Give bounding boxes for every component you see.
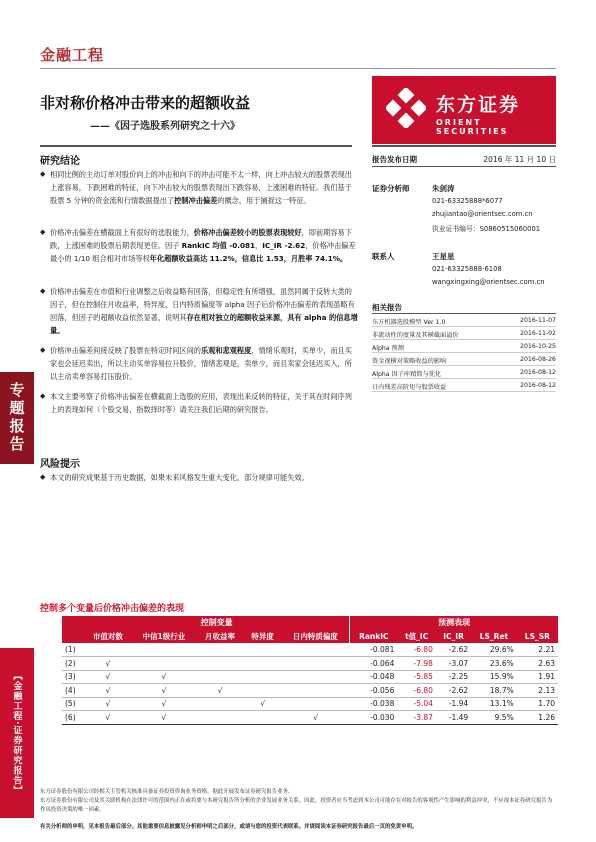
check-cell [244,643,282,657]
perf-header: RankIC [350,630,398,644]
row-label: (2) [62,657,84,671]
disclaimer-2: 东方证券股份有限公司及其关联机构在法律许可的范围内正在或将要与本研究报告所分析的企业发展业务关系。因此，投资者应当考虑到本公司可能存在对报告的客观性产生影响的利益冲突，不应视本证券研究报告为作出投资决策的唯一因素。 [40,798,553,813]
check-cell: √ [84,711,132,725]
check-cell [244,657,282,671]
related-report-item[interactable] [372,380,556,392]
value-cell: 2.13 [517,684,558,698]
disclaimer-1: 东方证券股份有限公司经相关主管机关核准具备证券投资咨询业务资格，据此开展发布证券研究报告业务。 [40,789,294,795]
bullet-paragraph [40,471,358,484]
value-cell: -6.80 [397,684,436,698]
control-header: 特异度 [244,630,282,644]
side-tab [0,372,34,464]
table-row [62,657,558,671]
check-cell [196,711,244,725]
value-cell: -2.62 [436,684,471,698]
table-row [62,697,558,711]
section-tag: 金融工程 [40,46,105,64]
check-cell [196,657,244,671]
bullet-icon: ◆ [40,287,46,295]
check-cell [282,657,350,671]
related-report-name: Alpha 因子库精简与优化 [372,371,442,378]
check-cell [282,643,350,657]
left-column-divider [40,145,352,147]
emphasis-text: 存在相对独立的超额收益来源，具有 alpha 的信息增量。 [50,313,358,335]
paragraph-text: ，价格冲击偏差最小的 1/10 组合相对市场等权 [50,241,356,263]
value-cell: 2.63 [517,657,558,671]
bullet-icon: ◆ [40,392,46,400]
check-cell [132,643,197,657]
check-cell [84,643,132,657]
group-perf: 预测表现 [350,616,558,630]
value-cell: 13.1% [471,697,517,711]
value-cell: -1.94 [436,697,471,711]
check-cell: √ [132,684,197,698]
related-report-item[interactable] [372,341,556,353]
check-cell [196,643,244,657]
bullet-icon: ◆ [40,170,46,178]
date-value: 2016 年 11 月 10 日 [483,155,556,164]
value-cell: 15.9% [471,670,517,684]
value-cell: -0.048 [350,670,398,684]
contact-label: 联系人 [372,252,395,261]
value-cell: -2.62 [436,643,471,657]
risk-heading: 风险提示 [40,459,80,470]
check-cell [132,657,197,671]
analyst-label: 证券分析师 [372,184,410,193]
check-cell: √ [84,657,132,671]
check-cell: √ [132,670,197,684]
check-cell: √ [132,711,197,725]
logo-name-en: ORIENT SECURITIES [436,118,509,136]
value-cell: -0.030 [350,711,398,725]
emphasis-text: RankIC 均值 -0.081 [181,241,256,250]
related-report-name: Alpha 预测 [372,345,404,352]
analyst-email[interactable]: zhujiantao@orientsec.com.cn [432,210,533,218]
contact-name: 王星星 [432,252,455,261]
row-label: (4) [62,684,84,698]
value-cell: 29.6% [471,643,517,657]
table-row [62,670,558,684]
emphasis-text: 控制冲击偏差 [174,196,218,205]
table-row [62,711,558,725]
check-cell: √ [132,697,197,711]
row-label: (5) [62,697,84,711]
table-corner [62,616,84,630]
value-cell: -7.98 [397,657,436,671]
row-label: (3) [62,670,84,684]
related-report-name: 资金视横对策略收益的影响 [372,358,447,365]
logo-name-cn: 东方证券 [436,94,521,116]
logo-mark-icon [386,88,426,128]
paragraph-text: 相同比例的主动订单对股价向上的冲击和向下的冲击可能不太一样，向上冲击较大的股票表现出上涨容易，下跌困难的特征，向下冲击较大的股票表现出下跌容易，上涨困难的特征。我们基于股票 5 分钟的资金流和行情数据提出了 [50,170,352,205]
company-logo [372,76,556,144]
check-cell [282,670,350,684]
bullet-paragraph [40,168,358,207]
check-cell [244,670,282,684]
paragraph-text: 本文主要考察了价格冲击偏差在横截面上选股的应用，表现出来反转的特征，关于其在时间序列上的表现如何（个股交易，指数择时等）请关注我们后期的研究报告。 [50,392,352,414]
paragraph-text: ， [255,241,263,250]
related-report-date: 2016-08-12 [520,369,556,376]
table-title: 控制多个变量后价格冲击偏差的表现 [40,604,185,614]
control-header: 日内特质偏度 [282,630,350,644]
value-cell: 1.26 [517,711,558,725]
paragraph-text: 的概念，用于捕捉这一特征。 [217,196,311,205]
paragraph-text: 本文的研究成果基于历史数据，如果未来风格发生重大变化，部分规律可能失效。 [50,473,309,482]
value-cell: -3.87 [397,711,436,725]
analyst-phone: 021-63325888*6077 [432,197,503,205]
related-report-item[interactable] [372,354,556,366]
value-cell: 18.7% [471,684,517,698]
paragraph-text: ，情绪乐观时，买单少，而且买家也会延迟卖出，所以主动买单容易拉升股价，情绪悲观是，卖单少，而且卖家会延迟买入，所以主动卖单容易打压股价。 [50,346,352,381]
paragraph-text: 价格冲击偏差在横截面上有很好的选股能力， [50,228,194,237]
related-report-item[interactable] [372,315,556,327]
table-corner-2 [62,630,84,644]
related-report-item[interactable] [372,328,556,340]
related-report-date: 2016-08-26 [520,356,556,363]
disclaimer-3: 有关分析师的申明，见本报告最后部分。其他重要信息披露见分析师申明之后部分，或请与您的投资代表联系。并请阅读本证券研究报告最后一页的免责申明。 [40,824,418,830]
check-cell [282,697,350,711]
check-cell [282,684,350,698]
perf-header: LS_SR [517,630,558,644]
related-divider [372,313,556,314]
perf-header: IC_IR [436,630,471,644]
analyst-cert: 执业证书编号：S0860515060001 [432,225,541,233]
analyst-name: 朱剑涛 [432,184,455,193]
value-cell: -5.85 [397,670,436,684]
emphasis-text: IC_IR -2.62 [262,241,306,250]
bullet-paragraph [40,285,358,337]
group-control: 控制变量 [84,616,350,630]
report-title: 非对称价格冲击带来的超额收益 [40,94,251,112]
check-cell [196,670,244,684]
perf-header: LS_Ret [471,630,517,644]
emphasis-text: 价格冲击偏差较小的股票表现较好 [193,228,302,237]
check-cell: √ [244,697,282,711]
control-header: 月收益率 [196,630,244,644]
row-label: (6) [62,711,84,725]
check-cell: √ [84,684,132,698]
value-cell: -0.056 [350,684,398,698]
related-report-name: 日内残差高阶矩与股票收益 [372,384,447,391]
related-report-date: 2016-11-02 [520,330,556,337]
conclusions-heading: 研究结论 [40,156,80,167]
check-cell: √ [84,670,132,684]
check-cell: √ [84,697,132,711]
related-report-item[interactable] [372,367,556,379]
paragraph-text: 价格冲击偏差间接反映了股票在特定时间区间的 [50,346,201,355]
paragraph-text: ，即前期容易下跌，上涨困难的股票后期表现更佳。因子 [50,228,352,250]
paragraph-text: 价格冲击偏差在市值和行业调整之后收益略有回落，但稳定性有所增强，虽然同属于反转大类的因子，但在控制住月收益率，特异度，日内特质偏度等 alpha 因子后价格冲击偏差的表现虽略有回落，但因子的超额收益依然显著，说明其 [50,287,355,322]
side-footer [0,648,34,818]
date-divider [372,166,556,167]
right-column-divider [372,145,556,147]
value-cell: 1.70 [517,697,558,711]
value-cell: -2.25 [436,670,471,684]
related-report-date: 2016-11-07 [520,317,556,324]
control-header: 中信1级行业 [132,630,197,644]
bullet-paragraph [40,390,358,416]
check-cell [196,697,244,711]
related-report-name: 非流动性的度量及其横截面溢价 [372,332,459,339]
value-cell: 2.21 [517,643,558,657]
side-tab-label: 专题报告 [7,382,26,454]
check-cell: √ [196,684,244,698]
check-cell [244,684,282,698]
value-cell: -3.07 [436,657,471,671]
report-subtitle: ——《因子选股系列研究之十六》 [90,121,240,132]
bullet-paragraph [40,226,358,265]
contact-email[interactable]: wangxingxing@orientsec.com.cn [432,278,545,286]
check-cell [244,711,282,725]
value-cell: -0.038 [350,697,398,711]
control-header: 市值对数 [84,630,132,644]
value-cell: 9.5% [471,711,517,725]
related-report-date: 2016-08-12 [520,382,556,389]
value-cell: 23.6% [471,657,517,671]
bullet-paragraph [40,344,358,383]
header-divider [40,68,556,69]
value-cell: -1.49 [436,711,471,725]
bullet-icon: ◆ [40,228,46,236]
bullet-icon: ◆ [40,473,46,481]
related-report-name: 东方机器选股模型 Ver 1.0 [372,319,446,326]
value-cell: 1.91 [517,670,558,684]
related-report-date: 2016-10-25 [520,343,556,350]
results-table [62,616,558,725]
date-label: 报告发布日期 [372,155,417,164]
emphasis-text: 乐观和悲观程度 [200,346,252,355]
row-label: (1) [62,643,84,657]
value-cell: -5.04 [397,697,436,711]
contact-phone: 021-63325888-6108 [432,265,502,273]
value-cell: -6.80 [397,643,436,657]
value-cell: -0.081 [350,643,398,657]
side-footer-label: 【金融工程·证券研究报告】 [11,670,22,796]
bullet-icon: ◆ [40,346,46,354]
value-cell: -0.064 [350,657,398,671]
check-cell: √ [282,711,350,725]
table-row [62,643,558,657]
perf-header: t值_IC [397,630,436,644]
table-row [62,684,558,698]
emphasis-text: 年化超额收益高达 11.2%，信息比 1.53，月胜率 74.1%。 [149,254,348,263]
related-heading: 相关报告 [372,303,402,312]
